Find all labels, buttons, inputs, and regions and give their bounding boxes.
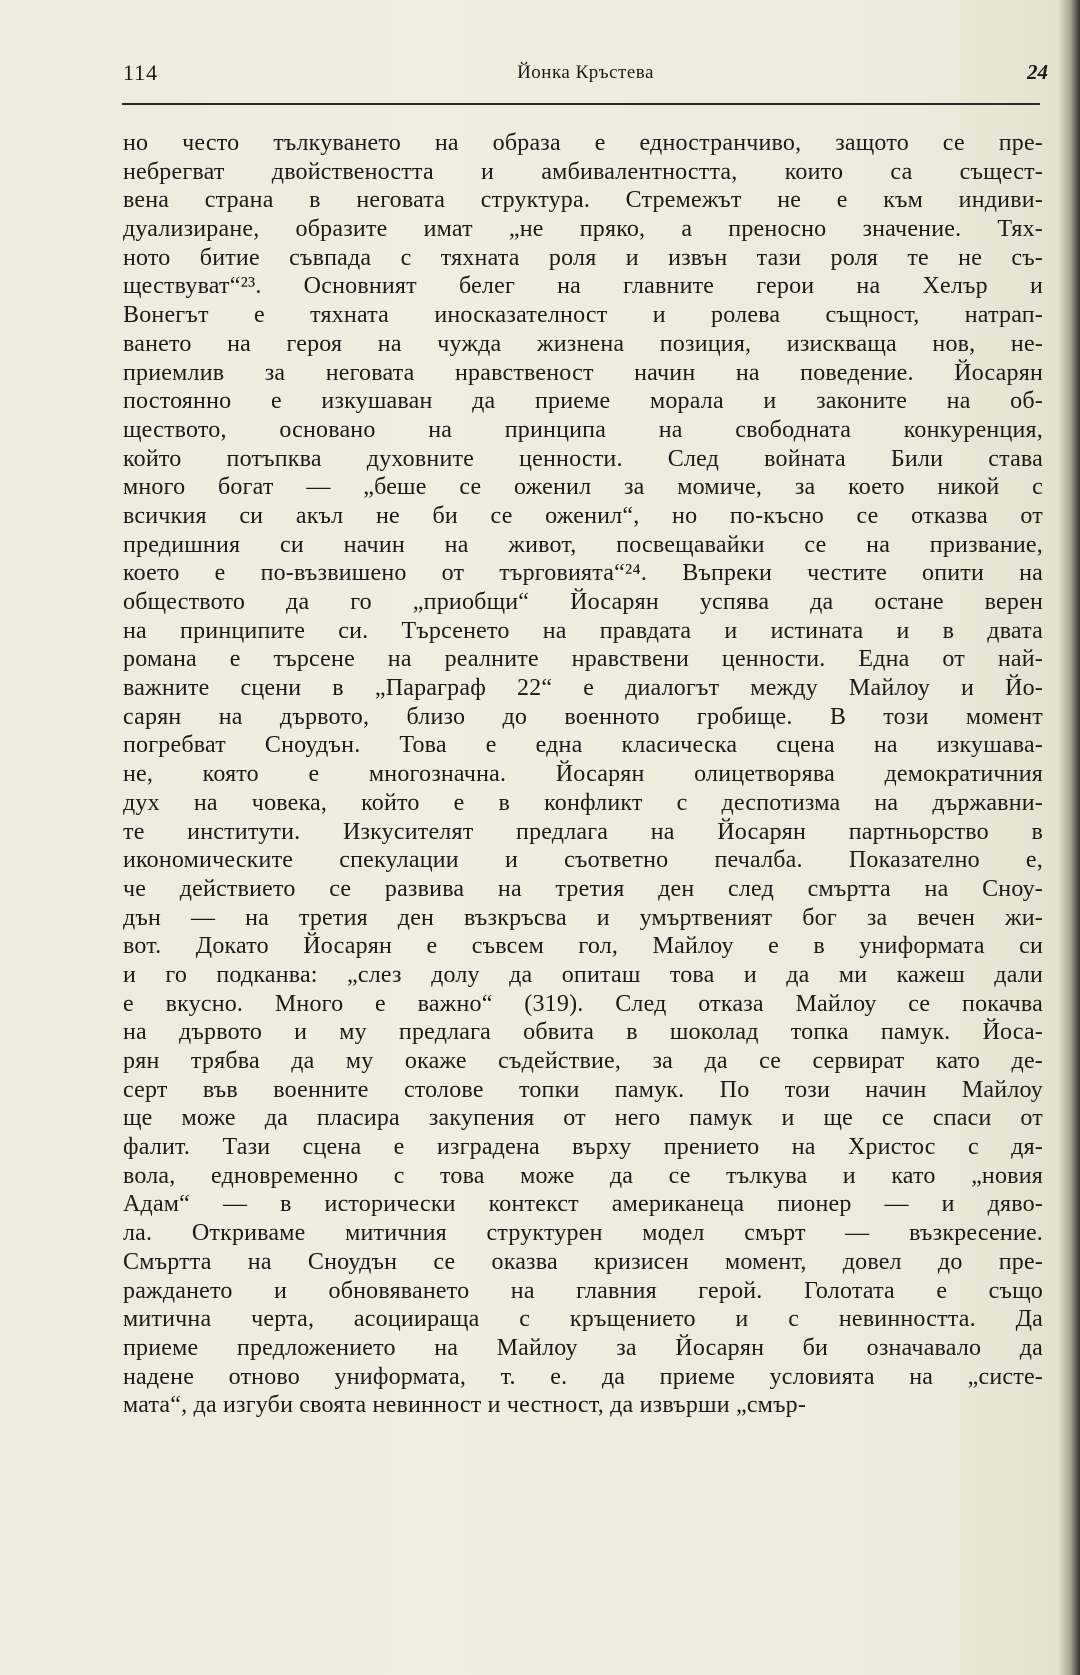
text-line: Смъртта на Сноудън се оказва кризисен момент, довел до пре- — [123, 1248, 1043, 1275]
text-line: Адам“ — в исторически контекст американеца пионер — и дяво- — [123, 1191, 1043, 1218]
text-line: мата“, да изгуби своята невинност и честност, да извърши „смър- — [123, 1392, 807, 1419]
text-line: много богат — „беше се оженил за момиче, за което никой с — [123, 474, 1043, 501]
text-line: който потъпква духовните ценности. След войната Били става — [123, 445, 1043, 472]
text-line: постоянно е изкушаван да приеме морала и законите на об- — [123, 388, 1043, 415]
text-line: което е по-възвишено от търговията“²⁴. Въпреки честите опити на — [123, 560, 1043, 587]
text-line: ществото, основано на принципа на свободната конкуренция, — [123, 416, 1043, 443]
body-text — [123, 129, 1043, 1420]
text-line: и го подканва: „слез долу да опиташ това и да ми кажеш дали — [123, 961, 1043, 988]
text-line: че действието се развива на третия ден след смъртта на Сноу- — [123, 875, 1043, 902]
text-line: митична черта, асоциираща с кръщението и с невинността. Да — [123, 1306, 1043, 1333]
text-line: серт във военните столове топки памук. По този начин Майлоу — [123, 1076, 1043, 1103]
running-head-author: Йонка Кръстева — [517, 62, 654, 83]
text-line: вена страна в неговата структура. Стремежът не е към индиви- — [123, 187, 1043, 214]
header-rule — [122, 103, 1040, 105]
text-line: те институти. Изкусителят предлага на Йосарян партньорство в — [123, 818, 1043, 845]
text-line: ването на героя на чужда жизнена позиция, изискваща нов, не- — [123, 330, 1043, 357]
text-line: небрегват двойствеността и амбивалентността, които са същест- — [123, 158, 1043, 185]
text-line: предишния си начин на живот, посвещавайки се на призвание, — [123, 531, 1043, 558]
text-line: романа е търсене на реалните нравствени ценности. Една от най- — [123, 646, 1043, 673]
text-line: вот. Докато Йосарян е съвсем гол, Майлоу е в униформата си — [123, 933, 1043, 960]
text-line: рян трябва да му окаже съдействие, за да се сервират като де- — [123, 1048, 1043, 1074]
running-head — [123, 60, 1048, 92]
text-line: ще може да пласира закупения от него памук и ще се спаси от — [123, 1105, 1043, 1132]
text-line: не, която е многозначна. Йосарян олицетворява демократичния — [123, 761, 1043, 788]
text-line: Вонегът е тяхната иносказателност и ролева същност, натрап- — [123, 302, 1043, 329]
text-line: икономическите спекулации и съответно печалба. Показателно е, — [123, 847, 1043, 874]
text-line: сарян на дървото, близо до военното гробище. В този момент — [123, 703, 1043, 730]
text-line: важните сцени в „Параграф 22“ е диалогът между Майлоу и Йо- — [123, 675, 1043, 702]
text-line: надене отново униформата, т. е. да приеме условията на „систе- — [123, 1363, 1043, 1390]
text-line: е вкусно. Много е важно“ (319). След отказа Майлоу се покачва — [123, 990, 1043, 1017]
text-line: вола, едновременно с това може да се тълкува и като „новия — [123, 1162, 1043, 1189]
page-number: 114 — [123, 60, 159, 85]
text-line: раждането и обновяването на главния герой. Голотата е също — [123, 1277, 1043, 1304]
text-line: на принципите си. Търсенето на правдата и истината и в двата — [123, 617, 1043, 644]
text-line: ла. Откриваме митичния структурен модел смърт — възкресение. — [123, 1220, 1043, 1247]
text-line: фалит. Тази сцена е изградена върху прението на Христос с дя- — [123, 1134, 1043, 1161]
text-line: приеме предложението на Майлоу за Йосарян би означавало да — [123, 1334, 1043, 1361]
chapter-number: 24 — [1027, 60, 1048, 84]
text-line: всичкия си акъл не би се оженил“, но по-късно се отказва от — [123, 502, 1043, 529]
text-line: дух на човека, който е в конфликт с деспотизма на държавни- — [123, 789, 1043, 816]
text-line: на дървото и му предлага обвита в шоколад топка памук. Йоса- — [123, 1019, 1043, 1046]
text-line: но често тълкуването на образа е едностранчиво, защото се пре- — [123, 130, 1043, 156]
text-line: погребват Сноудън. Това е една класическа сцена на изкушава- — [123, 732, 1043, 759]
text-line: дън — на третия ден възкръсва и умъртвеният бог за вечен жи- — [123, 904, 1043, 931]
text-line: ното битие съвпада с тяхната роля и извън тази роля те не съ- — [123, 244, 1043, 271]
text-line: обществото да го „приобщи“ Йосарян успява да остане верен — [123, 589, 1043, 615]
text-line: приемлив за неговата нравственост начин на поведение. Йосарян — [123, 359, 1043, 386]
spine-shadow — [1058, 0, 1080, 1675]
text-line: ществуват“²³. Основният белег на главните герои на Хелър и — [123, 273, 1043, 300]
text-line: дуализиране, образите имат „не пряко, а преносно значение. Тях- — [123, 216, 1043, 243]
